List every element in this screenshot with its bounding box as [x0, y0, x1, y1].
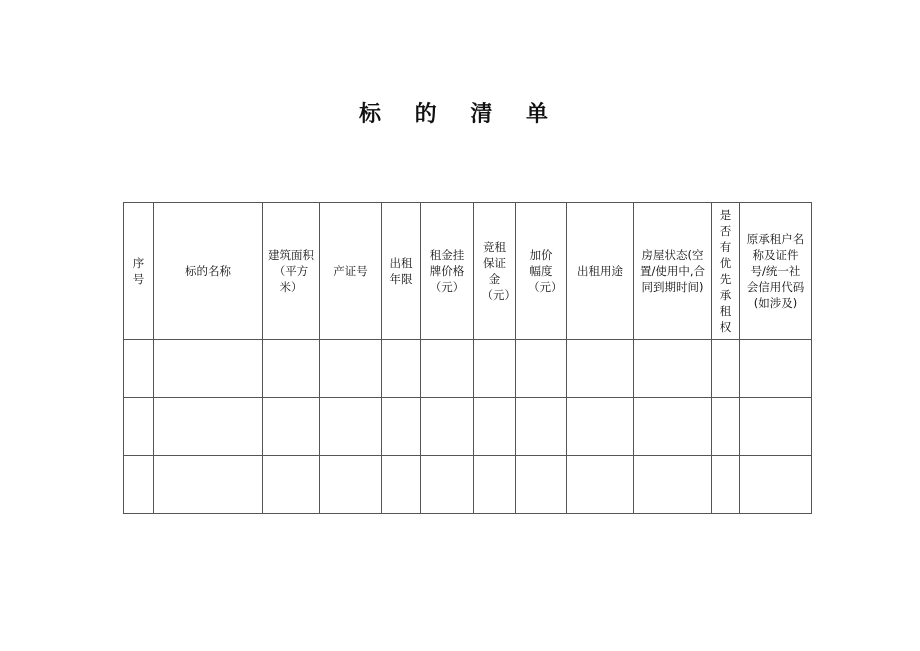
table-cell — [320, 340, 382, 398]
table-cell — [421, 456, 474, 514]
table-cell — [421, 340, 474, 398]
table-cell — [474, 340, 516, 398]
table-cell — [382, 456, 421, 514]
table-cell — [124, 456, 154, 514]
table-cell — [263, 456, 320, 514]
table-cell — [740, 340, 812, 398]
listing-table — [123, 202, 812, 514]
table-cell — [516, 398, 567, 456]
table-cell — [421, 398, 474, 456]
table-row — [124, 398, 812, 456]
col-header-certificate-no: 产证号 — [320, 203, 382, 340]
table-cell — [320, 398, 382, 456]
table-cell — [712, 398, 740, 456]
table-cell — [474, 456, 516, 514]
table-cell — [567, 398, 634, 456]
col-header-floor-area: 建筑面积（平方米） — [263, 203, 320, 340]
table-cell — [567, 340, 634, 398]
table-row — [124, 340, 812, 398]
table-cell — [567, 456, 634, 514]
col-header-lease-purpose: 出租用途 — [567, 203, 634, 340]
col-header-asset-name: 标的名称 — [154, 203, 263, 340]
table-cell — [154, 398, 263, 456]
table-cell — [124, 398, 154, 456]
table-cell — [474, 398, 516, 456]
table-cell — [263, 340, 320, 398]
header-row — [124, 203, 812, 340]
document-title: 标 的 清 单 — [359, 101, 561, 127]
col-header-former-tenant: 原承租户名称及证件号/统一社会信用代码(如涉及) — [740, 203, 812, 340]
table-cell — [712, 340, 740, 398]
table-cell — [634, 398, 712, 456]
table-cell — [382, 340, 421, 398]
table-cell — [516, 340, 567, 398]
table-cell — [740, 456, 812, 514]
table-cell — [712, 456, 740, 514]
col-header-lease-term: 出租年限 — [382, 203, 421, 340]
col-header-index: 序号 — [124, 203, 154, 340]
col-header-listing-rent: 租金挂牌价格（元） — [421, 203, 474, 340]
table-cell — [634, 340, 712, 398]
table-cell — [154, 340, 263, 398]
table-cell — [634, 456, 712, 514]
col-header-bid-increment: 加价幅度（元） — [516, 203, 567, 340]
col-header-deposit: 竞租保证金（元） — [474, 203, 516, 340]
table-cell — [516, 456, 567, 514]
col-header-priority-right: 是否有优先承租权 — [712, 203, 740, 340]
table-cell — [382, 398, 421, 456]
table-cell — [124, 340, 154, 398]
table-cell — [263, 398, 320, 456]
table-cell — [320, 456, 382, 514]
table-cell — [154, 456, 263, 514]
table-cell — [740, 398, 812, 456]
col-header-property-status: 房屋状态(空置/使用中,合同到期时间) — [634, 203, 712, 340]
table-row — [124, 456, 812, 514]
